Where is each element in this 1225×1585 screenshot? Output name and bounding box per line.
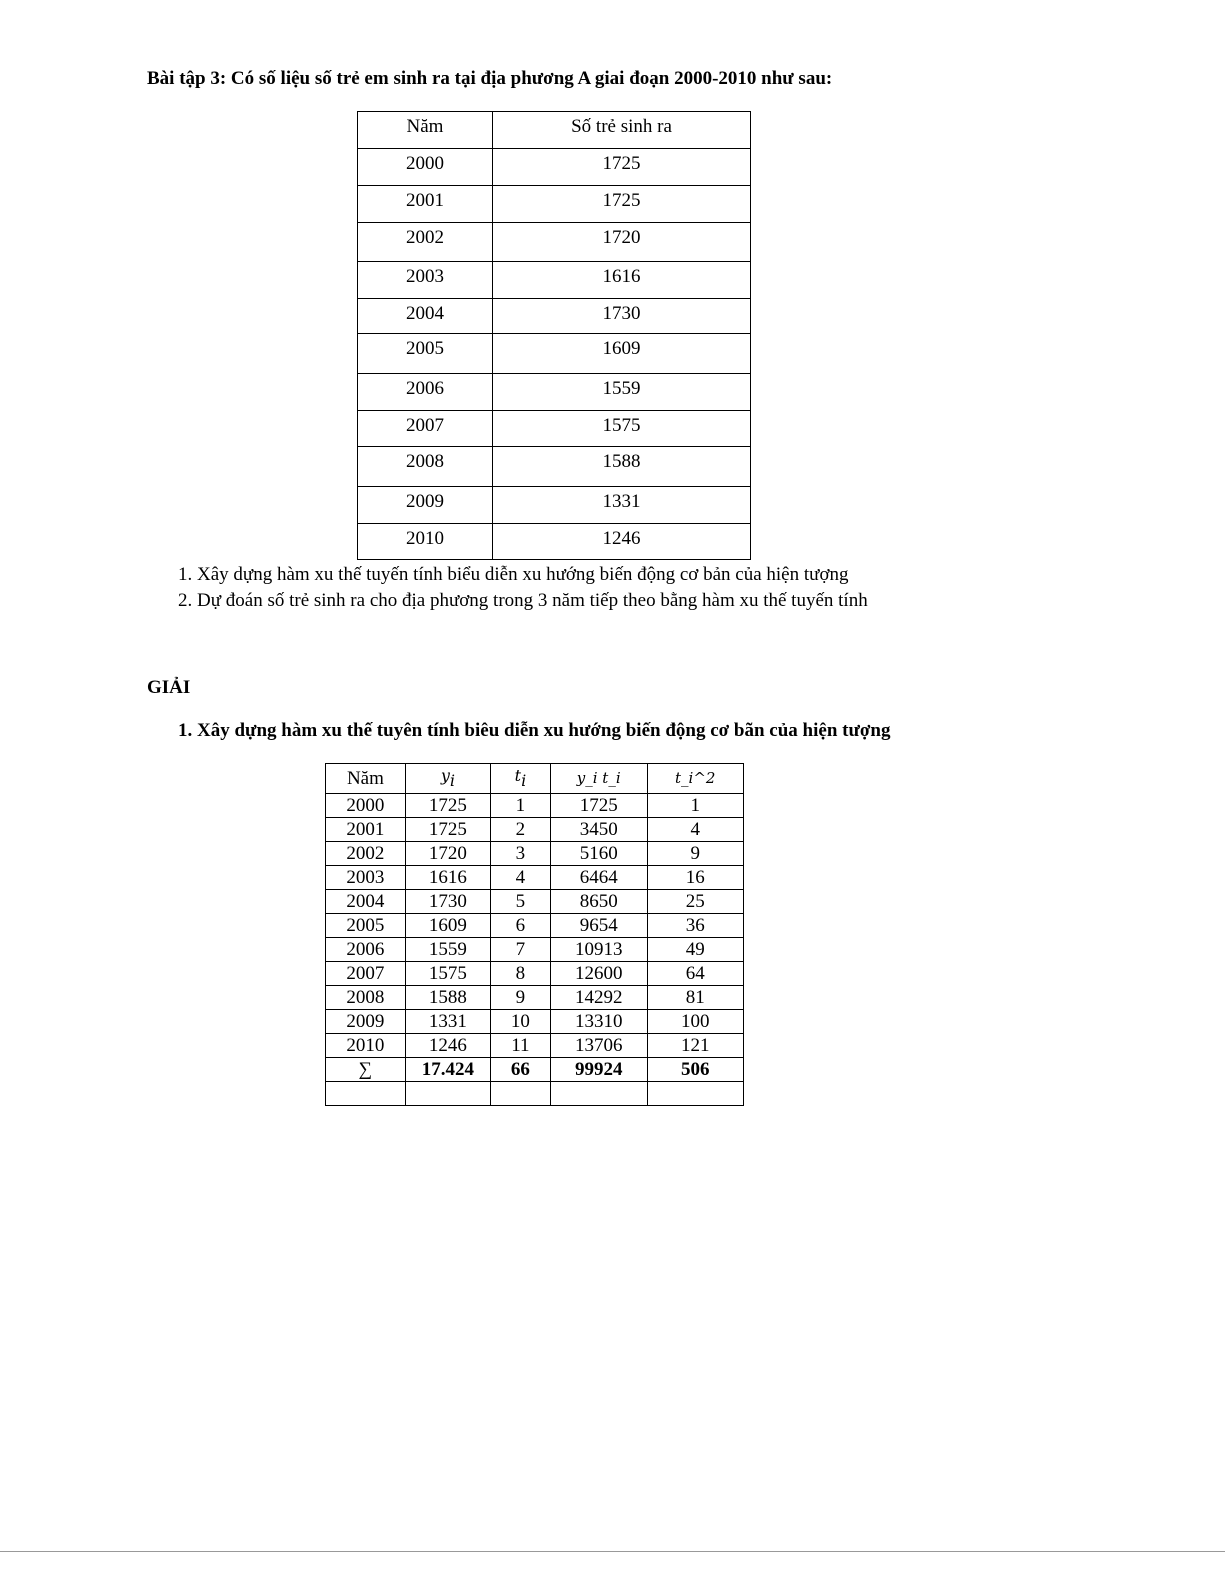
- empty-cell: [326, 1081, 406, 1105]
- page-bottom-divider: [0, 1551, 1225, 1552]
- table-row: [326, 1033, 744, 1057]
- column-header: y_i t_i: [550, 764, 647, 794]
- table-cell: 2008: [358, 447, 493, 487]
- table-cell: 121: [647, 1033, 743, 1057]
- table-row: [358, 334, 751, 374]
- empty-row: [326, 1081, 744, 1105]
- table-cell: 12600: [550, 961, 647, 985]
- table-cell: 36: [647, 913, 743, 937]
- column-header: Năm: [326, 764, 406, 794]
- table-row: [326, 985, 744, 1009]
- table-row: [358, 262, 751, 299]
- exercise-title: Bài tập 3: Có số liệu số trẻ em sinh ra tại địa phương A giai đoạn 2000-2010 như sau:: [147, 68, 833, 89]
- table-row: [326, 913, 744, 937]
- table-row: [358, 447, 751, 487]
- table-cell: 7: [490, 937, 550, 961]
- table-cell: 2008: [326, 985, 406, 1009]
- table-cell: 1720: [493, 223, 751, 262]
- table-cell: 9: [490, 985, 550, 1009]
- table-cell: 2006: [358, 374, 493, 411]
- empty-cell: [490, 1081, 550, 1105]
- solution-heading: GIẢI: [147, 677, 191, 698]
- table-cell: 2010: [358, 524, 493, 560]
- table-cell: 1616: [493, 262, 751, 299]
- table-cell: 1559: [493, 374, 751, 411]
- table-cell: 1725: [493, 149, 751, 186]
- table-cell: 1575: [493, 411, 751, 447]
- table-row: [326, 1009, 744, 1033]
- table-cell: 6: [490, 913, 550, 937]
- sum-cell: 17.424: [405, 1057, 490, 1081]
- sum-cell: 66: [490, 1057, 550, 1081]
- table-cell: 81: [647, 985, 743, 1009]
- sum-row: [326, 1057, 744, 1081]
- part1-heading: 1. Xây dựng hàm xu thế tuyên tính biêu diễn xu hướng biến động cơ bãn của hiện tượng: [178, 720, 891, 741]
- table-cell: 1616: [405, 865, 490, 889]
- table-cell: 2004: [326, 889, 406, 913]
- table-row: [326, 961, 744, 985]
- table-cell: 1331: [493, 487, 751, 524]
- table-cell: 1725: [405, 793, 490, 817]
- table-cell: 49: [647, 937, 743, 961]
- table-cell: 5160: [550, 841, 647, 865]
- table-cell: 100: [647, 1009, 743, 1033]
- table-row: [326, 865, 744, 889]
- table-cell: 8: [490, 961, 550, 985]
- table-cell: 2007: [326, 961, 406, 985]
- sum-cell: 99924: [550, 1057, 647, 1081]
- table-cell: 8650: [550, 889, 647, 913]
- table-row: [326, 841, 744, 865]
- table-cell: 1725: [493, 186, 751, 223]
- table-cell: 14292: [550, 985, 647, 1009]
- table-row: [358, 299, 751, 334]
- table-cell: 11: [490, 1033, 550, 1057]
- table-cell: 25: [647, 889, 743, 913]
- table-cell: 2003: [358, 262, 493, 299]
- table-cell: 3450: [550, 817, 647, 841]
- table-cell: 1575: [405, 961, 490, 985]
- table-cell: 1588: [493, 447, 751, 487]
- table-cell: 4: [647, 817, 743, 841]
- table-cell: 2007: [358, 411, 493, 447]
- table-cell: 2003: [326, 865, 406, 889]
- table-cell: 10: [490, 1009, 550, 1033]
- table-cell: 2000: [326, 793, 406, 817]
- question-1: 1. Xây dựng hàm xu thế tuyến tính biểu diễn xu hướng biến động cơ bản của hiện tượng: [178, 564, 849, 585]
- table-cell: 1609: [493, 334, 751, 374]
- table-row: [326, 817, 744, 841]
- table-cell: 1: [490, 793, 550, 817]
- table-cell: 2001: [326, 817, 406, 841]
- table-cell: 3: [490, 841, 550, 865]
- table-cell: 1720: [405, 841, 490, 865]
- table-row: [358, 411, 751, 447]
- table-row: [326, 937, 744, 961]
- table-cell: 1588: [405, 985, 490, 1009]
- table-cell: 2005: [358, 334, 493, 374]
- sum-cell: ∑: [326, 1057, 406, 1081]
- column-header: t_i^2: [647, 764, 743, 794]
- table-cell: 2009: [326, 1009, 406, 1033]
- empty-cell: [647, 1081, 743, 1105]
- column-header: $t_i$: [490, 764, 550, 794]
- table-cell: 1730: [405, 889, 490, 913]
- question-2: 2. Dự đoán số trẻ sinh ra cho địa phương trong 3 năm tiếp theo bằng hàm xu thế tuyến tính: [178, 590, 868, 611]
- empty-cell: [550, 1081, 647, 1105]
- table-header-row: [358, 112, 751, 149]
- table-row: [358, 374, 751, 411]
- table-cell: 9654: [550, 913, 647, 937]
- table-cell: 5: [490, 889, 550, 913]
- table-header-row: [326, 764, 744, 794]
- table-cell: 2002: [326, 841, 406, 865]
- table-row: [358, 524, 751, 560]
- table-cell: 2010: [326, 1033, 406, 1057]
- table-cell: 4: [490, 865, 550, 889]
- column-header: Năm: [358, 112, 493, 149]
- table-cell: 13310: [550, 1009, 647, 1033]
- table-cell: 1246: [493, 524, 751, 560]
- table-cell: 13706: [550, 1033, 647, 1057]
- table-cell: 2006: [326, 937, 406, 961]
- table-cell: 2005: [326, 913, 406, 937]
- table-cell: 2004: [358, 299, 493, 334]
- table-cell: 10913: [550, 937, 647, 961]
- table-row: [358, 186, 751, 223]
- table-row: [326, 793, 744, 817]
- table-cell: 6464: [550, 865, 647, 889]
- table-cell: 1559: [405, 937, 490, 961]
- table-cell: 1609: [405, 913, 490, 937]
- column-header: Số trẻ sinh ra: [493, 112, 751, 149]
- table-cell: 1725: [405, 817, 490, 841]
- table-cell: 2000: [358, 149, 493, 186]
- table-cell: 1730: [493, 299, 751, 334]
- table-row: [358, 149, 751, 186]
- table-cell: 1246: [405, 1033, 490, 1057]
- table-cell: 1725: [550, 793, 647, 817]
- column-header: $y_i$: [405, 764, 490, 794]
- birth-data-table: [357, 111, 751, 560]
- table-cell: 2009: [358, 487, 493, 524]
- table-cell: 1: [647, 793, 743, 817]
- table-row: [358, 487, 751, 524]
- table-cell: 9: [647, 841, 743, 865]
- table-row: [358, 223, 751, 262]
- sum-cell: 506: [647, 1057, 743, 1081]
- table-cell: 2001: [358, 186, 493, 223]
- table-cell: 2002: [358, 223, 493, 262]
- table-cell: 1331: [405, 1009, 490, 1033]
- table-cell: 16: [647, 865, 743, 889]
- calculation-table: [325, 763, 744, 1106]
- table-row: [326, 889, 744, 913]
- table-cell: 64: [647, 961, 743, 985]
- table-cell: 2: [490, 817, 550, 841]
- empty-cell: [405, 1081, 490, 1105]
